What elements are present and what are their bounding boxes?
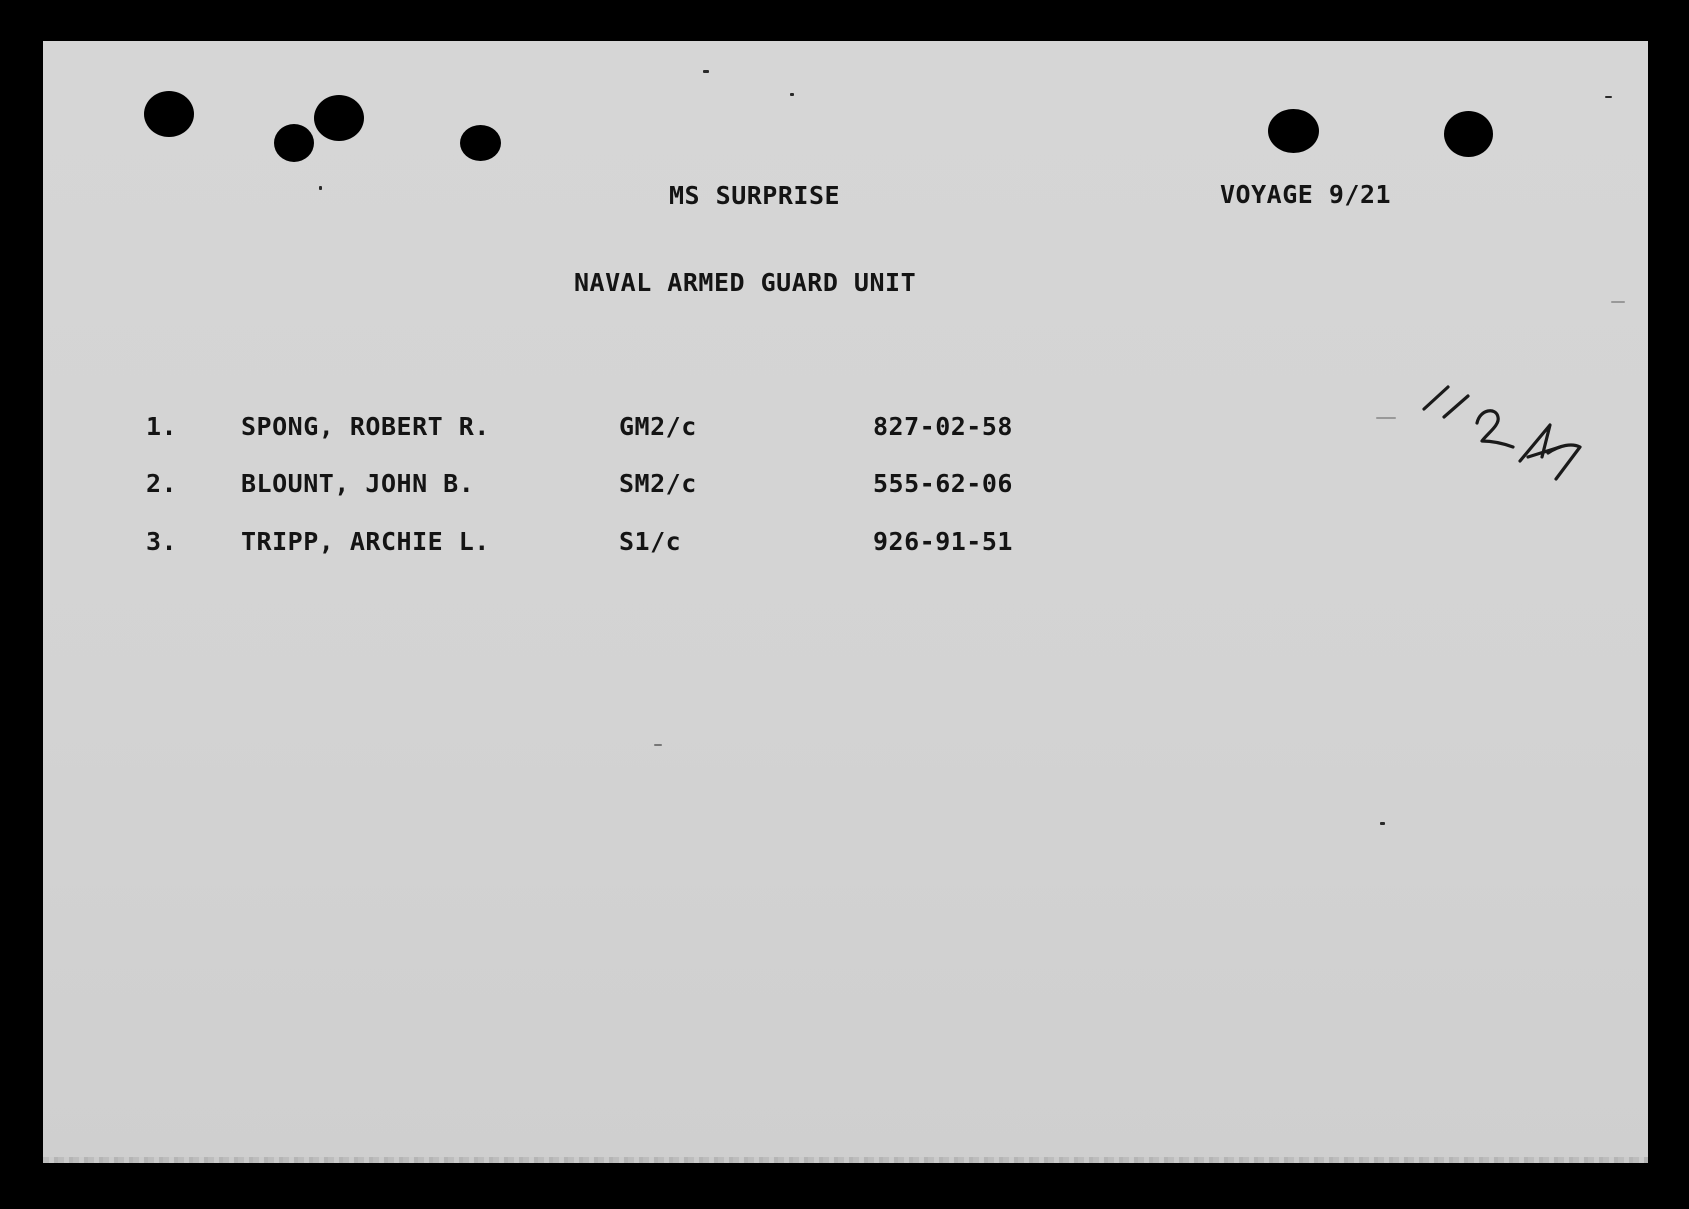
speck bbox=[1380, 822, 1385, 825]
punch-hole bbox=[144, 91, 194, 137]
speck bbox=[790, 93, 794, 96]
ship-name: MS SURPRISE bbox=[669, 181, 841, 210]
crew-name: SPONG, ROBERT R. bbox=[241, 412, 490, 441]
item-number: 3. bbox=[146, 527, 178, 556]
punch-hole bbox=[1268, 109, 1319, 153]
handwritten-annotation bbox=[1410, 361, 1648, 501]
service-number: 827-02-58 bbox=[873, 412, 1013, 441]
crew-rating: GM2/c bbox=[619, 412, 697, 441]
crew-name: TRIPP, ARCHIE L. bbox=[241, 527, 490, 556]
speck bbox=[1611, 301, 1625, 303]
speck bbox=[654, 744, 662, 746]
speck bbox=[703, 70, 709, 73]
crew-rating: SM2/c bbox=[619, 469, 697, 498]
punch-hole bbox=[314, 95, 364, 141]
voyage-number: VOYAGE 9/21 bbox=[1220, 180, 1392, 209]
punch-hole bbox=[1444, 111, 1493, 157]
punch-hole bbox=[274, 124, 314, 162]
item-number: 1. bbox=[146, 412, 178, 441]
speck bbox=[1376, 417, 1396, 419]
paper-bottom-edge bbox=[43, 1157, 1648, 1163]
service-number: 926-91-51 bbox=[873, 527, 1013, 556]
unit-title: NAVAL ARMED GUARD UNIT bbox=[574, 268, 917, 297]
speck bbox=[319, 186, 322, 190]
crew-name: BLOUNT, JOHN B. bbox=[241, 469, 475, 498]
crew-rating: S1/c bbox=[619, 527, 682, 556]
speck bbox=[1605, 96, 1612, 98]
punch-hole bbox=[460, 125, 501, 161]
service-number: 555-62-06 bbox=[873, 469, 1013, 498]
paper-sheet bbox=[43, 41, 1648, 1163]
item-number: 2. bbox=[146, 469, 178, 498]
